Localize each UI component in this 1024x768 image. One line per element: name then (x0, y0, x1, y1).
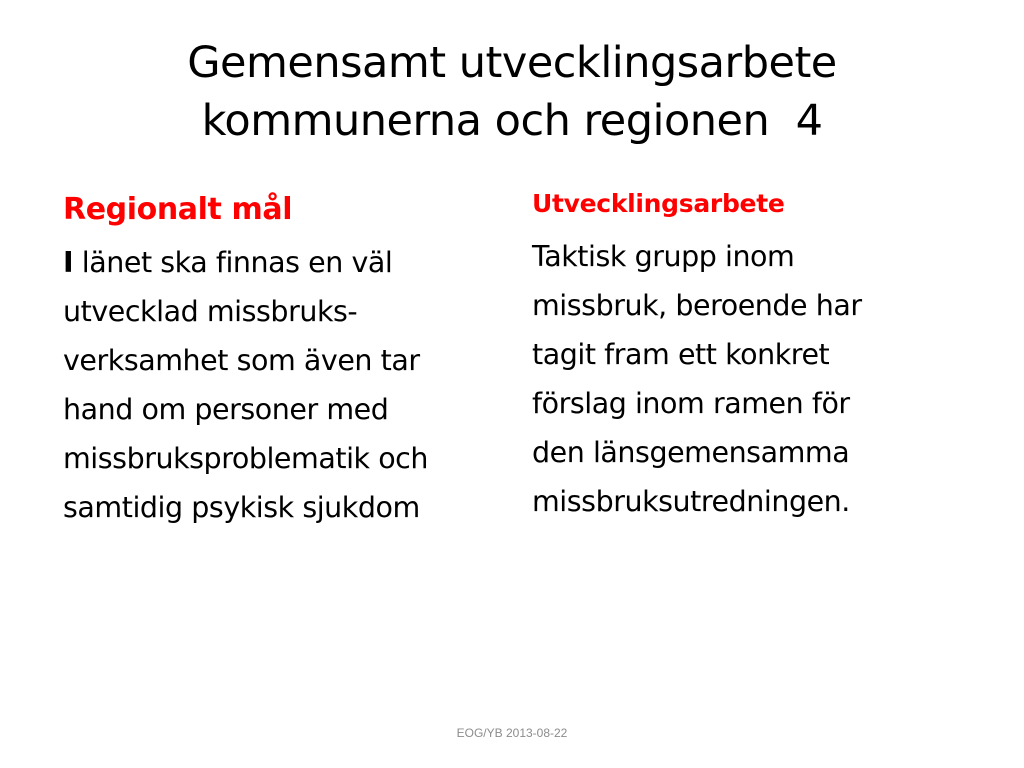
body-line-text: länet ska finnas en väl (73, 246, 393, 279)
body-line: förslag inom ramen för (532, 387, 850, 420)
slide-footer: EOG/YB 2013-08-22 (456, 726, 568, 740)
body-line: Taktisk grupp inom (532, 240, 795, 273)
body-line: missbruksutredningen. (532, 485, 850, 518)
body-line: samtidig psykisk sjukdom (63, 491, 420, 524)
title-line: Gemensamt utvecklingsarbete (187, 38, 837, 88)
right-body (532, 232, 972, 526)
body-line: utvecklad missbruks- (63, 295, 358, 328)
body-line: hand om personer med (63, 393, 389, 426)
right-column (532, 188, 972, 526)
left-body (63, 238, 513, 532)
body-line (63, 238, 513, 287)
left-column (63, 188, 513, 532)
body-line: den länsgemensamma (532, 436, 850, 469)
right-heading: Utvecklingsarbete (532, 189, 785, 218)
body-line: verksamhet som även tar (63, 344, 420, 377)
body-line: tagit fram ett konkret (532, 338, 830, 371)
lead-letter: I (63, 246, 74, 279)
slide-title (60, 34, 964, 150)
body-line: missbruksproblematik och (63, 442, 429, 475)
body-line: missbruk, beroende har (532, 289, 862, 322)
left-heading: Regionalt mål (63, 192, 293, 227)
title-line: kommunerna och regionen 4 (201, 96, 823, 146)
